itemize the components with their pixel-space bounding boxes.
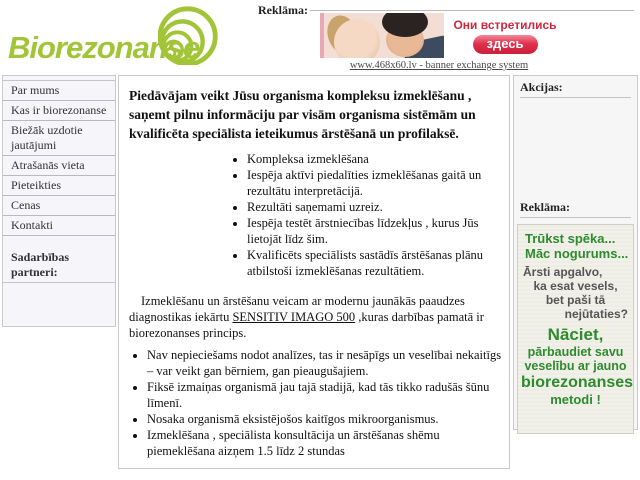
ad-line: ka esat vesels,	[533, 279, 618, 293]
sidebar-item-pieteikties[interactable]: Pieteikties	[3, 176, 115, 196]
sidebar-item-biezak-uzdotie-jautajumi[interactable]: Biežāk uzdotie jautājumi	[3, 121, 115, 156]
banner-caption-text: Они встретились	[453, 18, 557, 32]
sensitiv-imago-link[interactable]: SENSITIV IMAGO 500	[232, 310, 356, 324]
ad-line: metodi !	[550, 392, 601, 407]
right-reklama-heading: Reklāma:	[520, 200, 631, 218]
akcijas-heading: Akcijas:	[520, 80, 631, 98]
ad-line: veselību ar jauno	[524, 359, 627, 373]
ad-line: Nāciet,	[547, 325, 604, 344]
ad-line: Māc nogurums...	[525, 246, 629, 261]
list-item: • Fiksē izmaiņas organismā jau tajā stadijā, kad tās tikko radušās šūnu līmenī.	[147, 379, 509, 411]
list-item: • Iespēja aktīvi piedalīties izmeklēšanas gaitā un rezultātu interpretācijā.	[247, 167, 509, 199]
banner-caption	[452, 18, 558, 54]
main-content	[118, 75, 510, 469]
list-item: • Nav nepieciešams nodot analīzes, tas ir nesāpīgs un veselībai nekaitīgs – var veikt gan bērniem, gan pieaugušajiem.	[147, 347, 509, 379]
intro-paragraph: Piedāvājam veikt Jūsu organisma kompleksu izmeklēšanu , saņemt pilnu informāciju par visām organisma sistēmām un kvalificēta speciālista ieteikumus ārstēšanā un profilaksē.	[129, 88, 476, 141]
device-paragraph	[129, 293, 499, 341]
ad-line: biorezonanses	[521, 374, 634, 391]
list-item: • Kvalificēts speciālists sastādīs ārstēšanas plānu atbilstoši izmeklēšanas rezultātiem.	[247, 247, 509, 279]
right-sidebar	[513, 75, 638, 430]
device-paragraph-after: ,kuras darbības pamatā ir biorezonanses princips.	[129, 310, 484, 340]
list-item: • Nosaka organismā eksistējošos kaitīgos mikroorganismus.	[147, 411, 509, 427]
list-item: • Izmeklēšana , speciālista konsultācija un ārstēšanas shēmu piemeklēšana aizņem 1.5 līdz 2 stundas	[147, 427, 509, 459]
top-ad-label: Reklāma:	[258, 3, 308, 17]
ad-line: bet paši tā	[545, 293, 606, 307]
left-sidebar	[2, 75, 116, 327]
site-logo[interactable]: Biorezonanse	[8, 30, 200, 65]
banner-couple-photo	[320, 13, 444, 58]
banner-exchange-link[interactable]: www.468x60.lv - banner exchange system	[349, 60, 529, 71]
banner-here-button[interactable]: здесь	[473, 35, 538, 54]
top-banner-ad[interactable]	[320, 13, 558, 58]
list-item: • Iespēja testēt ārstniecības līdzekļus , kurus Jūs lietojāt līdz šim.	[247, 215, 509, 247]
sidebar-item-kontakti[interactable]: Kontakti	[3, 216, 115, 236]
ad-line: nejūtaties?	[564, 307, 628, 321]
sidebar-item-cenas[interactable]: Cenas	[3, 196, 115, 216]
spiral-rings-icon	[158, 3, 226, 70]
services-list	[119, 151, 509, 279]
list-item: • Rezultāti saņemami uzreiz.	[247, 199, 509, 215]
partners-heading: Sadarbības partneri:	[3, 250, 115, 283]
benefits-list	[119, 347, 509, 459]
sidebar-item-par-mums[interactable]: Par mums	[3, 81, 115, 101]
device-paragraph-before: Izmeklēšanu un ārstēšanu veicam ar modernu jaunākās paaudzes diagnostikas iekārtu	[129, 294, 465, 324]
ad-line: pārbaudiet savu	[527, 345, 624, 359]
sidebar-item-kas-ir-biorezonanse[interactable]: Kas ir biorezonanse	[3, 101, 115, 121]
ad-line: Ārsti apgalvo,	[523, 265, 603, 279]
ad-line: Trūkst spēka...	[525, 231, 616, 246]
header-divider	[310, 10, 634, 11]
main-menu	[3, 80, 115, 236]
side-ad-banner[interactable]	[517, 224, 634, 434]
list-item: • Kompleksa izmeklēšana	[247, 151, 509, 167]
sidebar-item-atrasanas-vieta[interactable]: Atrašanās vieta	[3, 156, 115, 176]
